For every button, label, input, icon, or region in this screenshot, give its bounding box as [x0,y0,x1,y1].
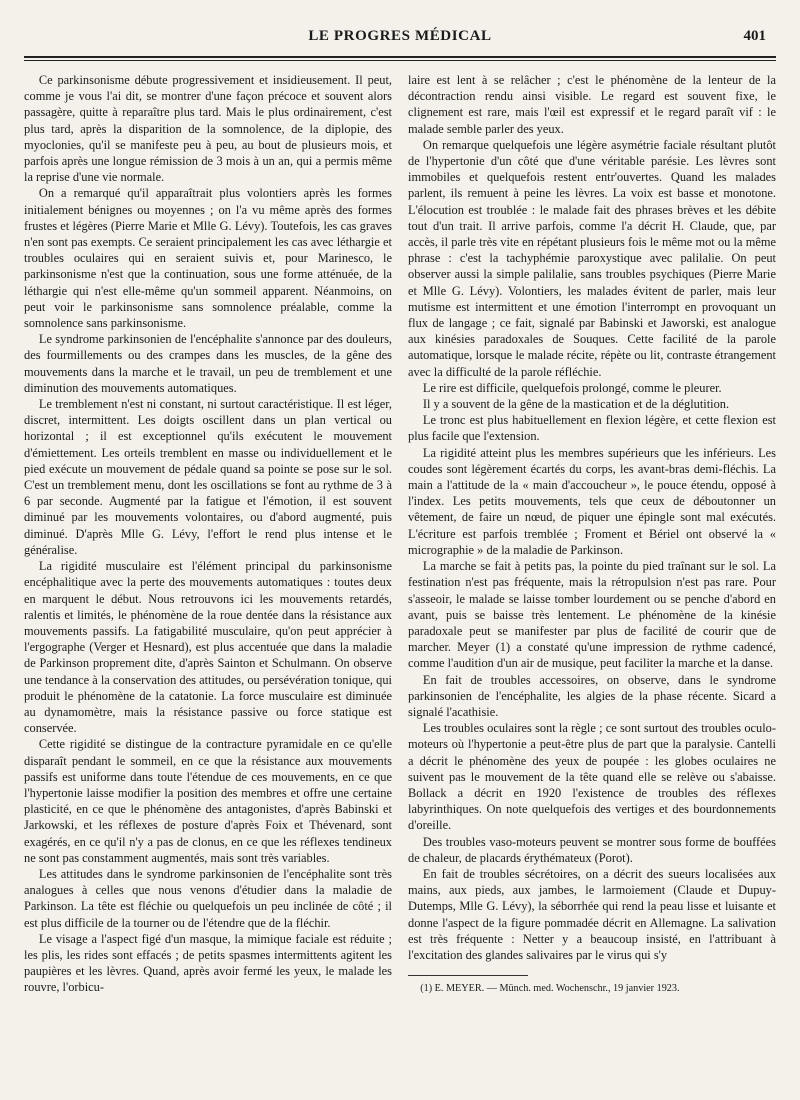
paragraph: La rigidité atteint plus les membres supérieurs que les inférieurs. Les coudes sont légèrement écartés du corps, les avant-bras demi-fléchis. La main a l'attitude de la « main d'accoucheur », le pouce étendu, opposé à l'index. Les petits mouvements, tels que ceux de déboutonner un vêtement, de faire un nœud, de piquer une épingle sont mal exécutés. L'écriture est parfois tremblée ; Froment et Bériel ont observé la « micrographie » de la maladie de Parkinson. [408,445,776,557]
paragraph: Le rire est difficile, quelquefois prolongé, comme le pleurer. [422,380,722,395]
right-column [408,72,776,995]
running-title: LE PROGRES MÉDICAL [308,28,492,44]
left-column [24,72,392,996]
paragraph: On remarque quelquefois une légère asymétrie faciale résultant plutôt de l'hypertonie d'un côté que d'une véritable parésie. Les lèvres sont immobiles et quelquefois restent entr'ouvertes. Quand les malades parlent, ils remuent à peine les lèvres. La voix est basse et monotone. L'élocution est troublée : le malade fait des phrases brèves et les débite tout d'un trait. Il arrive parfois, comme l'a décrit H. Claude, que, par accès, il parle très vite en répétant plusieurs fois le même mot ou la même phrase : c'est la tachyphémie paroxystique avec palilalie. On peut observer aussi la simple palilalie, sans troubles psychiques (Pierre Marie et Mlle G. Lévy). Volontiers, les malades évitent de parler, mais leur mutisme est intermittent et une émotion l'interrompt en provoquant un flux de langage ; ce fait, signalé par Babinski et Jaworski, est analogue aux kinésies paradoxales de Souques. Cette facilité de la parole automatique, lorsque le malade récite, répète ou lit, contraste étrangement avec la difficulté de la parole réfléchie. [408,137,776,379]
footnote-rule [408,975,528,976]
paragraph: On a remarqué qu'il apparaîtrait plus volontiers après les formes initialement bénignes ou moyennes ; on l'a vu même après des formes frustes et légères (Pierre Marie et Mlle G. Lévy). Toutefois, les cas graves n'en sont pas exempts. Ce seraient principalement les cas avec léthargie et troubles oculaires qui en seraient suivis et, pour Marinesco, le parkinsonisme n'est que la continuation, sous une forme atténuée, de la léthargie qui n'est elle-même qu'un sommeil apparent. Néanmoins, on peut voir le parkinsonisme sans somnolence préalable, comme la somnolence sans parkinsonisme. [24,186,392,331]
paragraph: Les attitudes dans le syndrome parkinsonien de l'encéphalite sont très analogues à celles que nous venons d'étudier dans la maladie de Parkinson. La tête est fléchie ou quelquefois un peu inclinée de côté ; il est plus difficile de la tourner ou de l'étendre que de la fléchir. [24,866,392,930]
page-number: 401 [743,28,766,44]
paragraph: Le visage a l'aspect figé d'un masque, la mimique faciale est réduite ; les plis, les rides sont effacés ; de petits spasmes intermittents agitent les paupières et les lèvres. Quand, après avoir fermé les yeux, le malade les rouvre, l'orbicu- [24,931,392,995]
paragraph: Des troubles vaso-moteurs peuvent se montrer sous forme de bouffées de chaleur, de placards érythémateux (Porot). [408,834,776,865]
paragraph: Cette rigidité se distingue de la contracture pyramidale en ce qu'elle disparaît pendant le sommeil, en ce que la résistance aux mouvements passifs est uniforme dans toute l'étendue de ces mouvements, en ce que l'hypertonie laisse modifier la position des membres et offre une certaine plasticité, en ce que le phénomène des antagonistes, d'après Babinski et Jarkowski, et les réflexes de posture d'après Foix et Thévenard, sont exagérés, en ce qu'il n'y a pas de clonus, en ce que les réflexes tendineux ne sont pas constamment augmentés, mais sont très variables. [24,737,392,865]
paragraph: Il y a souvent de la gêne de la mastication et de la déglutition. [422,397,730,412]
paragraph: En fait de troubles sécrétoires, on a décrit des sueurs localisées aux mains, aux pieds, aux jambes, le larmoiement (Claude et Dupuy-Dutemps, Mlle G. Lévy), la séborrhée qui rend la peau lisse et luisante et donne l'aspect de la figure pommadée décrit en Allemagne. La salivation est très fréquente : Netter y a beaucoup insisté, en l'attribuant à l'excitation des glandes salivaires par le virus qui s'y [408,866,776,962]
paragraph: Le syndrome parkinsonien de l'encéphalite s'annonce par des douleurs, des fourmillements ou des crampes dans les muscles, de la gêne des mouvements dans la marche et le travail, un peu de tremblement et une diminution des mouvements automatiques. [24,332,392,395]
header-rule-thin [24,60,776,61]
paragraph: La marche se fait à petits pas, la pointe du pied traînant sur le sol. La festination n'est pas fréquente, mais la rétropulsion n'est pas rare. Pour s'asseoir, le malade se laisse tomber lourdement ou se penche d'abord en avant, puis se baisse très lentement. Le phénomène de la kinésie paradoxale peut se manifester par plus de facilité de courir que de marcher. Meyer (1) a constaté qu'une impression de rythme cadencé, comme l'audition d'un air de musique, peut faciliter la marche et la danse. [408,559,776,671]
paragraph: Le tremblement n'est ni constant, ni surtout caractéristique. Il est léger, discret, intermittent. Les doigts oscillent dans un plan vertical ou horizontal ; il est exceptionnel qu'ils exécutent le mouvement d'émiettement. Les orteils tremblent en masse ou individuellement et le pied exécute un mouvement de pédale quand sa pointe se pose sur le sol. C'est un tremblement menu, dont les oscillations se font au rythme de 3 à 6 par seconde. Augmenté par la fatigue et l'émotion, il est souvent diminué par les mouvements volontaires, ou d'abord augmenté, puis diminué. D'après Mlle G. Lévy, l'effort le rend plus intense et le généralise. [24,397,392,557]
header-rule-thick [24,56,776,58]
paragraph: Les troubles oculaires sont la règle ; ce sont surtout des troubles oculo-moteurs où l'hypertonie a peut-être plus de part que la paralysie. Cantelli a décrit le phénomène des yeux de poupée : les globes oculaires ne suivent pas le mouvement de la tête quand elle se relève ou s'abaisse. Bollack a décrit en 1920 l'existence de troubles des réflexes labyrinthiques. On note quelquefois des vertiges et des bourdonnements d'oreille. [408,721,776,833]
paragraph: En fait de troubles accessoires, on observe, dans le syndrome parkinsonien de l'encéphalite, les algies de la phase récente. Sicard a signalé l'acathisie. [408,672,776,719]
paragraph: Ce parkinsonisme débute progressivement et insidieusement. Il peut, comme je vous l'ai dit, se montrer d'une façon précoce et souvent alors passagère, quitte à reparaître plus tard. Mais le plus ordinairement, c'est plus tard, après la disparition de la somnolence, de la diplopie, des myoclonies, qu'il se manifeste peu à peu, au bout de plusieurs mois, et parfois après une longue rémission de 3 mois à un an, qui a permis même la reprise d'une vie normale. [24,73,392,185]
paragraph: Le tronc est plus habituellement en flexion légère, et cette flexion est plus facile que l'extension. [408,413,776,444]
page-header [24,28,776,52]
footnote: (1) E. MEYER. — Münch. med. Wochenschr., 19 janvier 1923. [420,983,680,995]
paragraph-continued: laire est lent à se relâcher ; c'est le phénomène de la lenteur de la décontraction rendu ainsi visible. Le regard est souvent fixe, le clignement est rare, mais l'œil est expressif et le regard paraît vif : le malade semble parler des yeux. [408,73,776,136]
paragraph: La rigidité musculaire est l'élément principal du parkinsonisme encéphalitique avec la perte des mouvements automatiques : toutes deux en marquent le début. Nous retrouvons ici les mouvements retardés, ralentis et limités, le phénomène de la roue dentée dans la résistance aux mouvements passifs. La fatigabilité musculaire, qu'on peut apprécier à l'ergographe (Verger et Hesnard), est plus accentuée que dans la maladie de Parkinson proprement dite, d'après Sainton et Schulmann. On observe une tendance à la conservation des attitudes, ou persévération tonique, qui produit le phénomène de la catatonie. La force musculaire est diminuée au dynamomètre, mais la résistance passive ou force statique est conservée. [24,559,392,736]
